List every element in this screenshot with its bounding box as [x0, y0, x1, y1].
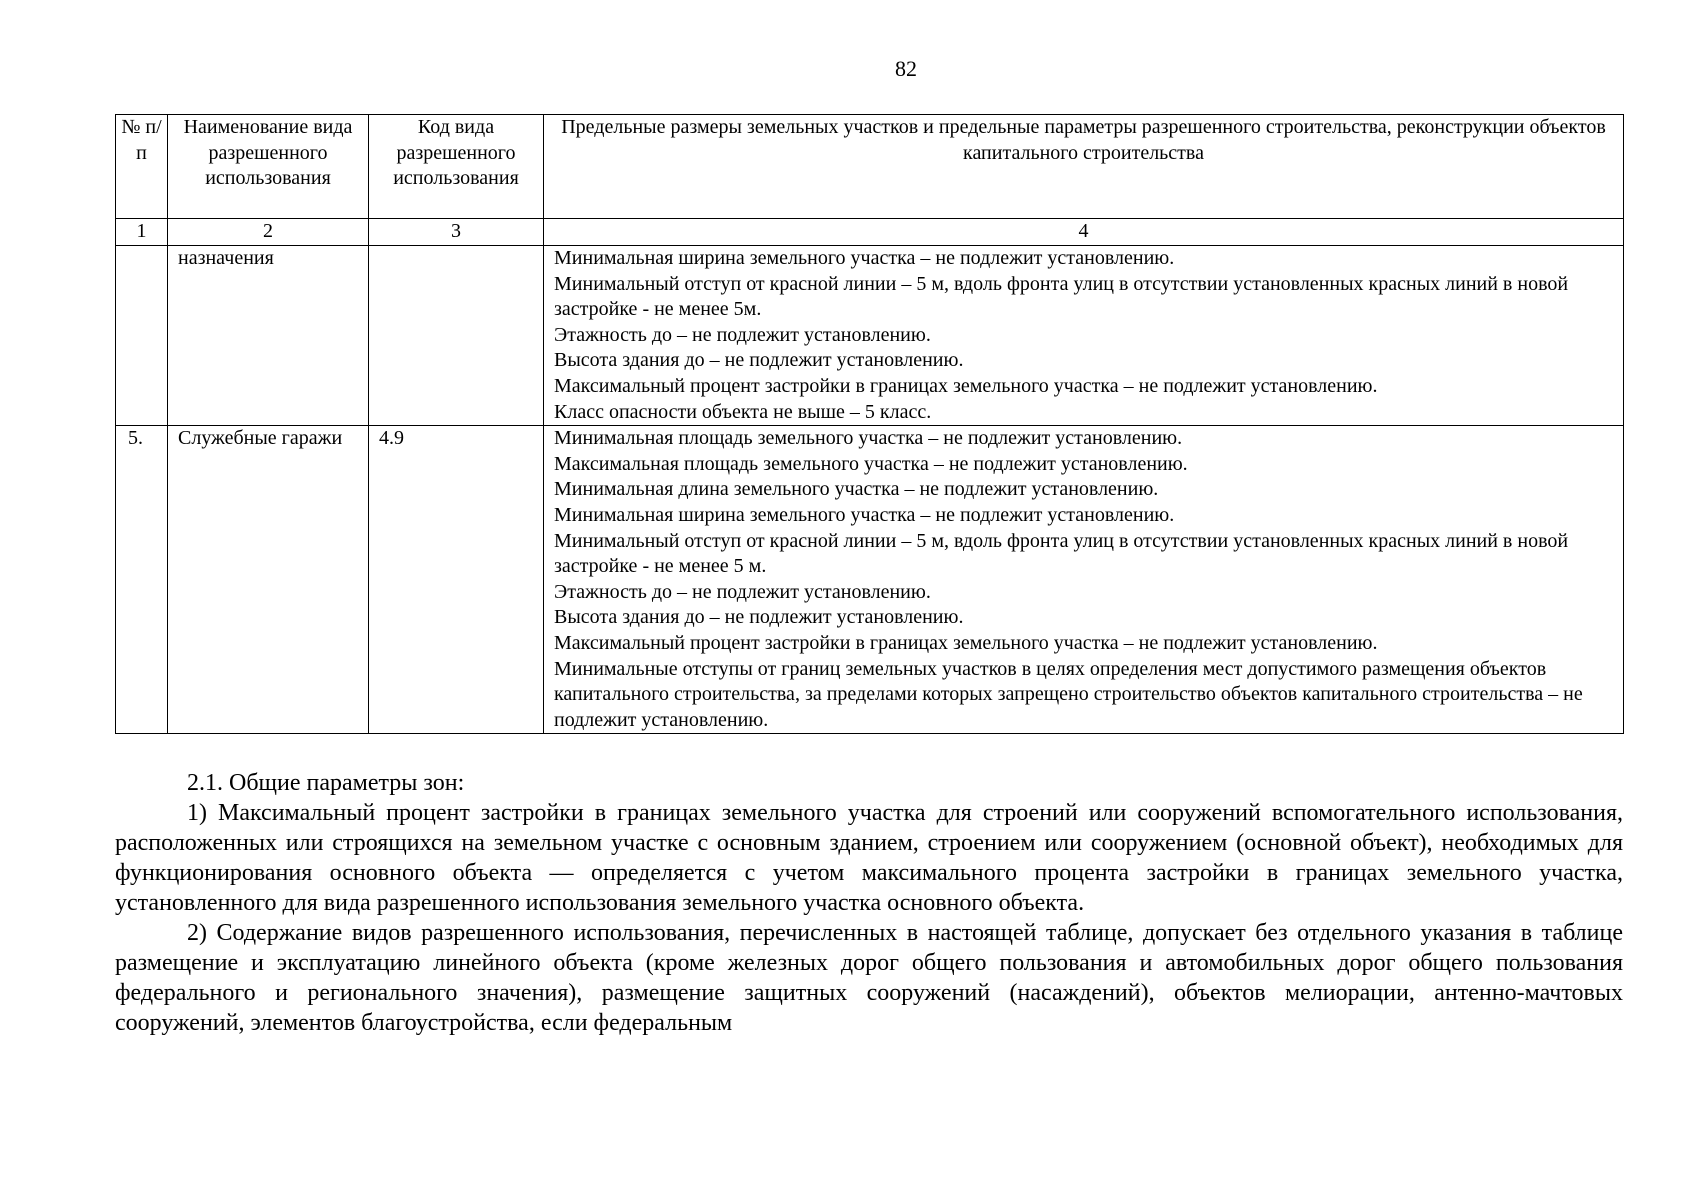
parameter-line: Высота здания до – не подлежит установлению.: [554, 349, 964, 372]
column-number-row: [116, 219, 1624, 246]
parameter-line: Максимальный процент застройки в границах земельного участка – не подлежит установлению.: [554, 374, 1378, 397]
row-number: [116, 246, 168, 426]
header-parameters: Предельные размеры земельных участков и предельные параметры разрешенного строительства, реконструкции объектов капитального строительства: [544, 115, 1624, 219]
parameter-line: Минимальный отступ от красной линии – 5 м, вдоль фронта улиц в отсутствии установленных красных линий в новой застройке - не менее 5 м.: [554, 529, 1569, 578]
parameter-line: Минимальная ширина земельного участка – не подлежит установлению.: [554, 247, 1175, 269]
parameter-line: Максимальный процент застройки в границах земельного участка – не подлежит установлению.: [554, 631, 1378, 654]
row-parameters: [544, 246, 1624, 426]
general-parameters-section: [115, 768, 1623, 1038]
parameter-line: Максимальная площадь земельного участка – не подлежит установлению.: [554, 452, 1188, 475]
row-number: 5.: [116, 426, 168, 734]
header-number: № п/п: [116, 115, 168, 219]
parameter-line: Этажность до – не подлежит установлению.: [554, 323, 931, 346]
paragraph: 1) Максимальный процент застройки в границах земельного участка для строений или сооружений вспомогательного использования, расположенных или строящихся на земельном участке с основным зданием, строением или сооружением (основной объект), необходимых для функционирования основного объекта — определяется с учетом максимального процента застройки в границах земельного участка, установленного для вида разрешенного использования земельного участка основного объекта.: [115, 800, 1623, 916]
parameter-line: Высота здания до – не подлежит установлению.: [554, 606, 964, 629]
column-number: 4: [544, 219, 1624, 246]
parameters-table: [115, 114, 1624, 734]
parameter-line: Минимальная площадь земельного участка – не подлежит установлению.: [554, 427, 1183, 450]
row-use-code: [369, 246, 544, 426]
table-header-row: [116, 115, 1624, 219]
parameter-line: Минимальная ширина земельного участка – не подлежит установлению.: [554, 503, 1175, 526]
parameter-line: Минимальная длина земельного участка – не подлежит установлению.: [554, 478, 1159, 501]
row-use-name: назначения: [168, 246, 369, 426]
column-number: 1: [116, 219, 168, 246]
row-use-name: Служебные гаражи: [168, 426, 369, 734]
section-heading: 2.1. Общие параметры зон:: [187, 770, 465, 796]
row-parameters: [544, 426, 1624, 734]
header-use-code: Код вида разрешенного использования: [369, 115, 544, 219]
column-number: 2: [168, 219, 369, 246]
parameter-line: Этажность до – не подлежит установлению.: [554, 580, 931, 603]
column-number: 3: [369, 219, 544, 246]
table-row: [116, 426, 1624, 734]
row-use-code: 4.9: [369, 426, 544, 734]
table-row: [116, 246, 1624, 426]
paragraph: 2) Содержание видов разрешенного использования, перечисленных в настоящей таблице, допускает без отдельного указания в таблице размещение и эксплуатацию линейного объекта (кроме железных дорог общего пользования и автомобильных дорог общего пользования федерального и регионального значения), размещение защитных сооружений (насаждений), объектов мелиорации, антенно-мачтовых сооружений, элементов благоустройства, если федеральным: [115, 920, 1623, 1036]
page-number: 82: [895, 56, 917, 81]
parameter-line: Класс опасности объекта не выше – 5 класс.: [554, 400, 932, 423]
parameter-line: Минимальные отступы от границ земельных участков в целях определения мест допустимого размещения объектов капитального строительства, за пределами которых запрещено строительство объектов капитального строительства – не подлежит установлению.: [554, 657, 1583, 731]
header-use-name: Наименование вида разрешенного использования: [168, 115, 369, 219]
parameter-line: Минимальный отступ от красной линии – 5 м, вдоль фронта улиц в отсутствии установленных красных линий в новой застройке - не менее 5м.: [554, 272, 1569, 321]
